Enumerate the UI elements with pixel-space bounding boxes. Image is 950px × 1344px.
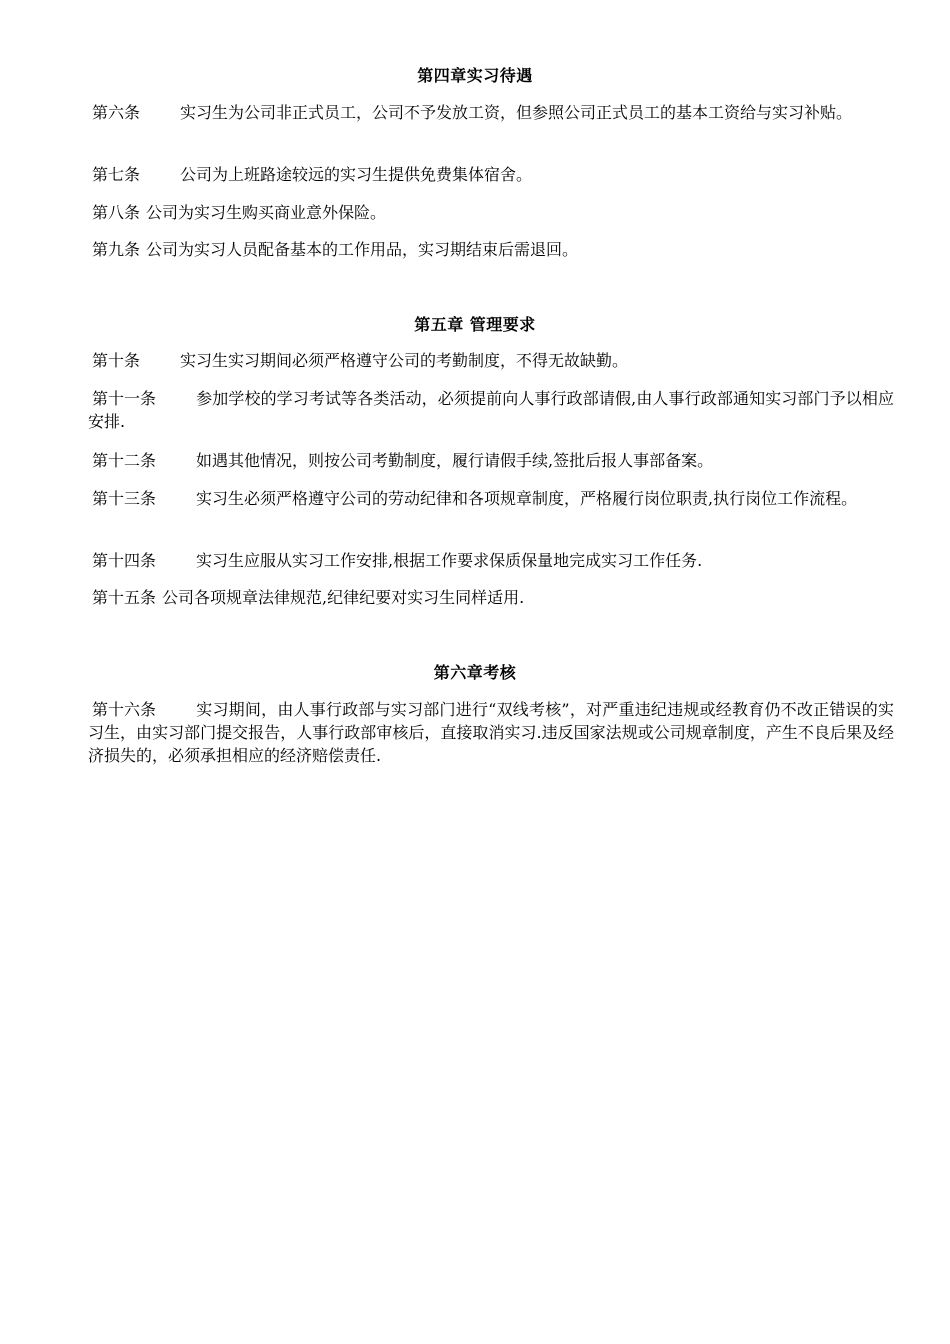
article-text: 实习生实习期间必须严格遵守公司的考勤制度，不得无故缺勤。 (180, 351, 629, 370)
article-text: 参加学校的学习考试等各类活动，必须提前向人事行政部请假,由人事行政部通知实习部门予以相应安排. (88, 389, 894, 431)
article-number: 第十三条 (92, 489, 157, 508)
article-number: 第十四条 (92, 551, 157, 570)
article-number: 第八条 (92, 203, 141, 222)
article-14 (88, 549, 894, 572)
article-text: 实习生应服从实习工作安排,根据工作要求保质保量地完成实习工作任务. (196, 551, 703, 570)
article-13 (88, 487, 894, 510)
article-6 (88, 101, 894, 124)
article-12 (88, 449, 894, 472)
article-11 (88, 387, 894, 433)
article-number: 第九条 (92, 240, 141, 259)
article-number: 第十五条 (92, 588, 157, 607)
article-7 (88, 163, 894, 186)
article-number: 第七条 (92, 165, 141, 184)
chapter-title: 第五章 管理要求 (414, 315, 536, 334)
article-text: 公司为实习生购买商业意外保险。 (146, 203, 387, 222)
article-text: 实习期间，由人事行政部与实习部门进行“双线考核”，对严重违纪违规或经教育仍不改正错误的实习生，由实习部门提交报告，人事行政部审核后，直接取消实习.违反国家法规或公司规章制度，产生不良后果及经济损失的，必须承担相应的经济赔偿责任. (88, 700, 894, 765)
article-number: 第十一条 (92, 389, 157, 408)
article-text: 如遇其他情况，则按公司考勤制度，履行请假手续,签批后报人事部备案。 (196, 451, 714, 470)
article-text: 实习生为公司非正式员工，公司不予发放工资，但参照公司正式员工的基本工资给与实习补贴。 (180, 103, 853, 122)
article-text: 公司各项规章法律规范,纪律纪要对实习生同样适用. (162, 588, 525, 607)
article-10 (88, 349, 894, 372)
article-16 (88, 698, 894, 767)
article-text: 公司为实习人员配备基本的工作用品，实习期结束后需退回。 (146, 240, 579, 259)
article-number: 第六条 (92, 103, 141, 122)
article-number: 第十二条 (92, 451, 157, 470)
article-text: 公司为上班路途较远的实习生提供免费集体宿舍。 (180, 165, 533, 184)
article-number: 第十六条 (92, 700, 157, 719)
article-9 (88, 238, 894, 261)
article-text: 实习生必须严格遵守公司的劳动纪律和各项规章制度，严格履行岗位职责,执行岗位工作流程。 (196, 489, 858, 508)
article-8 (88, 201, 894, 224)
chapter-title: 第六章考核 (433, 663, 517, 682)
article-number: 第十条 (92, 351, 141, 370)
chapter-title: 第四章实习待遇 (417, 66, 533, 85)
article-15 (88, 586, 894, 609)
